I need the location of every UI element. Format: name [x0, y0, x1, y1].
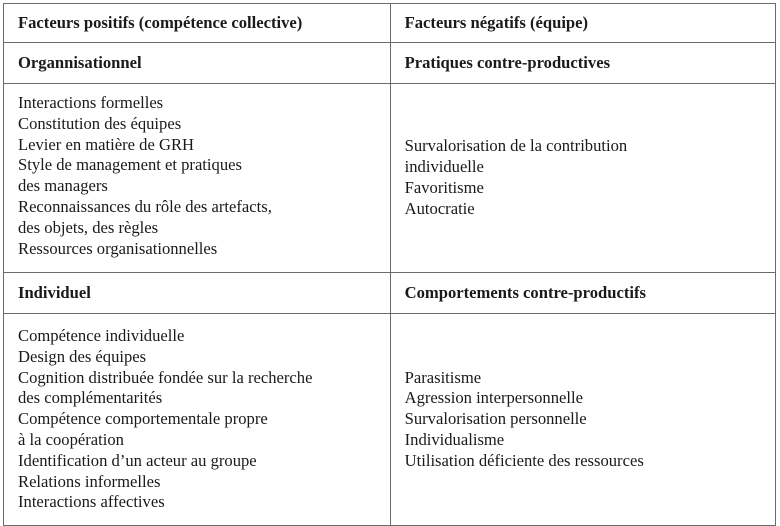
list-item: Individualisme: [404, 429, 505, 449]
section1-left-title: Organnisationnel: [4, 43, 391, 84]
list-item: Style de management et pratiques: [18, 155, 242, 175]
section2-right-cell: [390, 314, 775, 526]
section2-body-row: [4, 314, 776, 526]
header-positive-factors: Facteurs positifs (compétence collective): [4, 4, 391, 43]
list-item: Design des équipes: [18, 346, 147, 366]
list-item: Survalorisation personnelle: [404, 409, 587, 429]
list-item: à la coopération: [18, 429, 124, 449]
list-item: Agression interpersonnelle: [404, 388, 583, 408]
section1-body-row: [4, 84, 776, 273]
section2-right-list: [405, 368, 763, 472]
list-item: des objets, des règles: [18, 217, 159, 237]
list-item: Compétence individuelle: [18, 326, 185, 345]
section2-right-title: Comportements contre-productifs: [390, 273, 775, 314]
section2-left-list: [18, 326, 378, 513]
section2-left-title: Individuel: [4, 273, 391, 314]
list-item: Parasitisme: [404, 367, 482, 387]
list-item: Survalorisation de la contribution: [404, 136, 628, 156]
section2-title-row: [4, 273, 776, 314]
list-item: Interactions affectives: [18, 492, 165, 512]
section1-left-list: [18, 93, 378, 259]
list-item: Autocratie: [404, 198, 475, 218]
list-item: Relations informelles: [18, 471, 161, 491]
section1-right-title: Pratiques contre-productives: [390, 43, 775, 84]
section1-title-row: [4, 43, 776, 84]
list-item: Ressources organisationnelles: [18, 238, 218, 258]
section1-right-list: [405, 136, 763, 219]
list-item: Interactions formelles: [18, 93, 164, 112]
list-item: Reconnaissances du rôle des artefacts,: [18, 196, 272, 216]
list-item: Levier en matière de GRH: [18, 134, 195, 154]
header-negative-factors: Facteurs négatifs (équipe): [390, 4, 775, 43]
list-item: Utilisation déficiente des ressources: [404, 450, 644, 470]
table-header-row: [4, 4, 776, 43]
list-item: individuelle: [404, 157, 484, 177]
list-item: Cognition distribuée fondée sur la recherche: [18, 367, 313, 387]
list-item: Constitution des équipes: [18, 113, 182, 133]
list-item: Favoritisme: [404, 178, 484, 197]
list-item: Compétence comportementale propre: [18, 409, 268, 429]
section1-right-cell: [390, 84, 775, 273]
factors-table: [3, 3, 776, 526]
factors-table-container: [3, 3, 776, 526]
section2-left-cell: [4, 314, 391, 526]
list-item: des complémentarités: [18, 388, 163, 408]
list-item: des managers: [18, 176, 108, 196]
section1-left-cell: [4, 84, 391, 273]
list-item: Identification d’un acteur au groupe: [18, 450, 257, 470]
